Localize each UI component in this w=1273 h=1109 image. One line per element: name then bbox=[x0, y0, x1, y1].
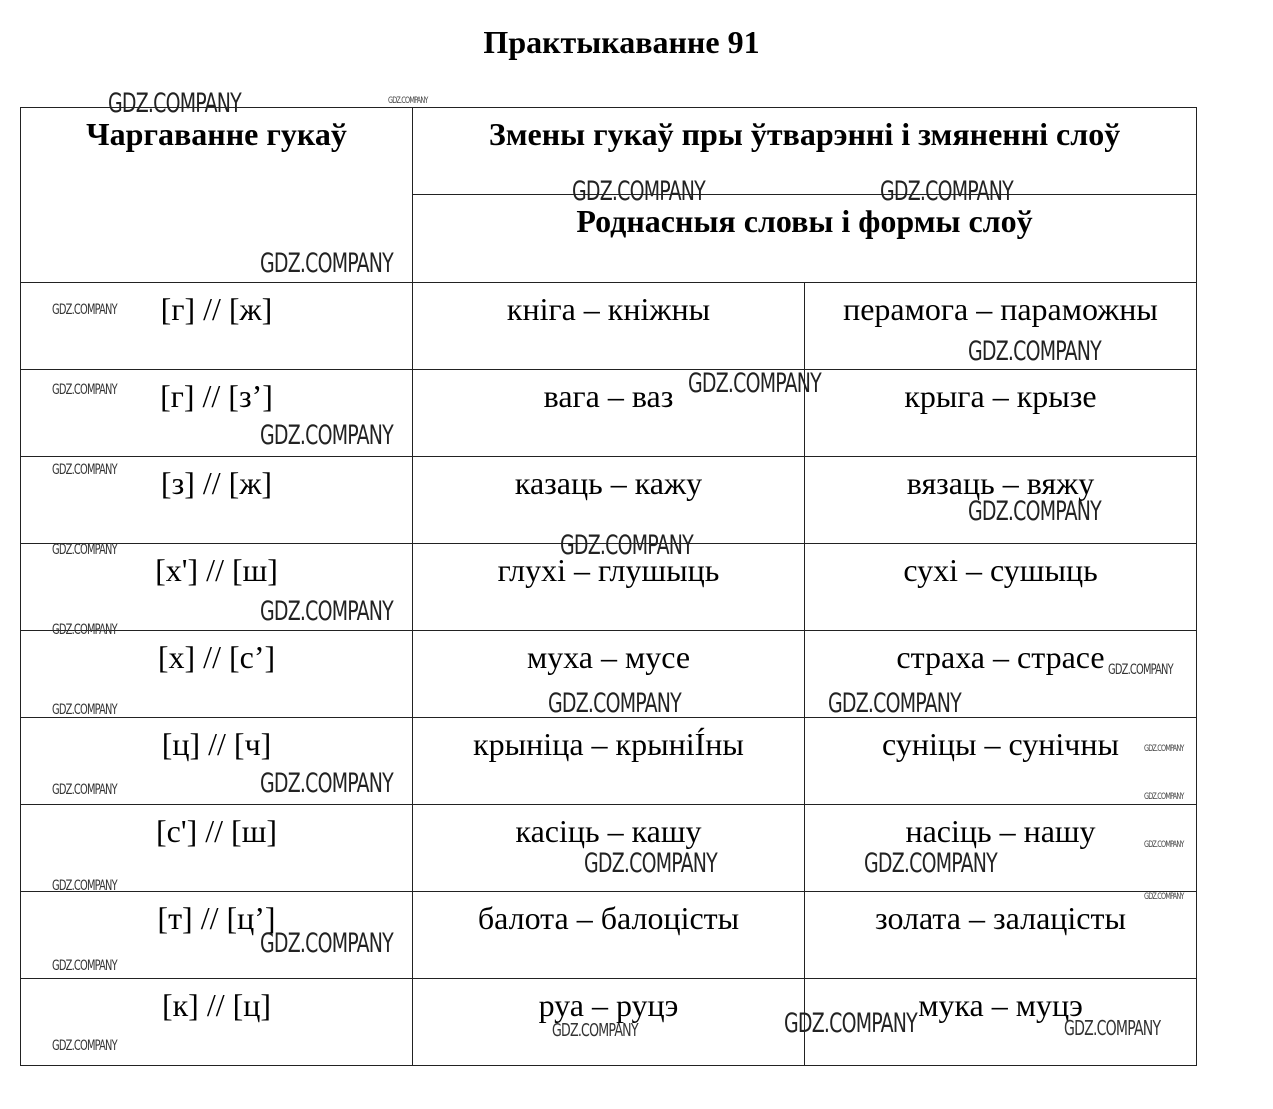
page-title: Практыкаванне 91 bbox=[483, 24, 760, 60]
watermark: GDZ.COMPANY bbox=[1144, 744, 1184, 754]
watermark: GDZ.COMPANY bbox=[1108, 662, 1173, 678]
table-row bbox=[21, 718, 1197, 805]
example-cell: мука – муцэ bbox=[805, 979, 1197, 1066]
alternation-cell: [т] // [ц’] bbox=[21, 892, 413, 979]
alternation-cell: [х] // [с’] bbox=[21, 631, 413, 718]
header-alternation: Чаргаванне гукаў bbox=[21, 108, 413, 283]
alternation-cell: [з] // [ж] bbox=[21, 457, 413, 544]
watermark: GDZ.COMPANY bbox=[552, 1020, 638, 1041]
watermark: GDZ.COMPANY bbox=[52, 782, 117, 798]
watermark: GDZ.COMPANY bbox=[560, 530, 693, 561]
watermark: GDZ.COMPANY bbox=[260, 596, 393, 627]
watermark: GDZ.COMPANY bbox=[968, 496, 1101, 527]
watermark: GDZ.COMPANY bbox=[260, 248, 393, 279]
watermark: GDZ.COMPANY bbox=[864, 848, 997, 879]
watermark: GDZ.COMPANY bbox=[784, 1008, 917, 1039]
example-cell: казаць – кажу bbox=[413, 457, 805, 544]
watermark: GDZ.COMPANY bbox=[260, 420, 393, 451]
watermark: GDZ.COMPANY bbox=[52, 1038, 117, 1054]
watermark: GDZ.COMPANY bbox=[880, 176, 1013, 207]
watermark: GDZ.COMPANY bbox=[52, 462, 117, 478]
example-cell: кніга – кніжны bbox=[413, 283, 805, 370]
header-changes: Змены гукаў пры ўтварэнні і змяненні слоў bbox=[413, 108, 1197, 195]
watermark: GDZ.COMPANY bbox=[572, 176, 705, 207]
watermark: GDZ.COMPANY bbox=[828, 688, 961, 719]
alternation-cell: [г] // [ж] bbox=[21, 283, 413, 370]
example-cell: золата – залацісты bbox=[805, 892, 1197, 979]
alternation-table bbox=[20, 107, 1197, 1066]
watermark: GDZ.COMPANY bbox=[52, 878, 117, 894]
example-cell: суніцы – сунічны bbox=[805, 718, 1197, 805]
watermark: GDZ.COMPANY bbox=[584, 848, 717, 879]
alternation-cell: [х'] // [ш] bbox=[21, 544, 413, 631]
example-cell: касіць – кашу bbox=[413, 805, 805, 892]
example-cell: крыга – крызе bbox=[805, 370, 1197, 457]
example-cell: вязаць – вяжу bbox=[805, 457, 1197, 544]
watermark: GDZ.COMPANY bbox=[52, 958, 117, 974]
example-cell: насіць – нашу bbox=[805, 805, 1197, 892]
watermark: GDZ.COMPANY bbox=[52, 382, 117, 398]
watermark: GDZ.COMPANY bbox=[1144, 792, 1184, 802]
watermark: GDZ.COMPANY bbox=[688, 368, 821, 399]
example-cell: перамога – параможны bbox=[805, 283, 1197, 370]
watermark: GDZ.COMPANY bbox=[260, 768, 393, 799]
alternation-cell: [с'] // [ш] bbox=[21, 805, 413, 892]
example-cell: балота – балоцісты bbox=[413, 892, 805, 979]
watermark: GDZ.COMPANY bbox=[548, 688, 681, 719]
example-cell: крыніца – крыніÍны bbox=[413, 718, 805, 805]
watermark: GDZ.COMPANY bbox=[52, 302, 117, 318]
watermark: GDZ.COMPANY bbox=[52, 702, 117, 718]
watermark: GDZ.COMPANY bbox=[108, 88, 241, 119]
watermark: GDZ.COMPANY bbox=[388, 96, 428, 106]
table-row bbox=[21, 370, 1197, 457]
alternation-cell: [г] // [з’] bbox=[21, 370, 413, 457]
example-cell: вага – ваз bbox=[413, 370, 805, 457]
example-cell: глухі – глушыць bbox=[413, 544, 805, 631]
alternation-cell: [ц] // [ч] bbox=[21, 718, 413, 805]
watermark: GDZ.COMPANY bbox=[1144, 840, 1184, 850]
alternation-cell: [к] // [ц] bbox=[21, 979, 413, 1066]
watermark: GDZ.COMPANY bbox=[52, 622, 117, 638]
example-cell: страха – страсе bbox=[805, 631, 1197, 718]
watermark: GDZ.COMPANY bbox=[260, 928, 393, 959]
example-cell: сухі – сушыць bbox=[805, 544, 1197, 631]
header-related-words: Роднасныя словы і формы слоў bbox=[413, 195, 1197, 283]
watermark: GDZ.COMPANY bbox=[1064, 1016, 1161, 1040]
table-row bbox=[21, 892, 1197, 979]
example-cell: руа – руцэ bbox=[413, 979, 805, 1066]
watermark: GDZ.COMPANY bbox=[1144, 892, 1184, 902]
watermark: GDZ.COMPANY bbox=[968, 336, 1101, 367]
watermark: GDZ.COMPANY bbox=[52, 542, 117, 558]
example-cell: муха – мусе bbox=[413, 631, 805, 718]
